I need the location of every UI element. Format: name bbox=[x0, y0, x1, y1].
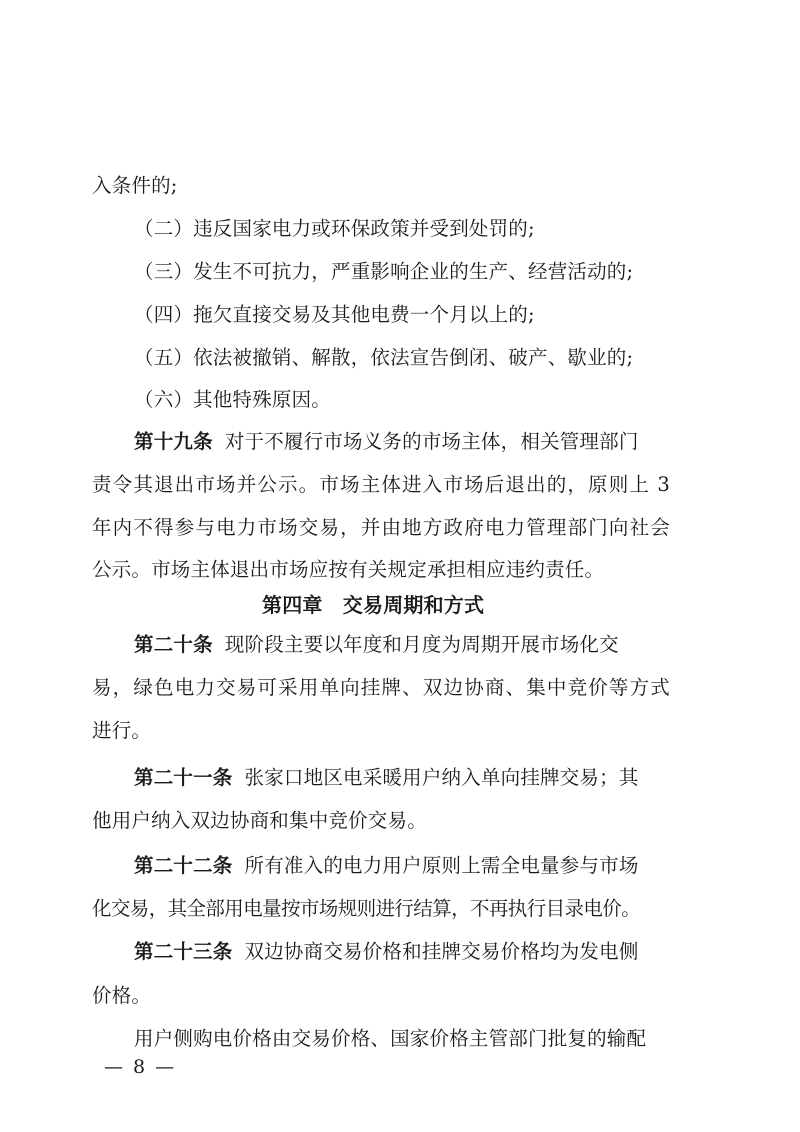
article-22-text: 所有准入的电力用户原则上需全电量参与市场 bbox=[244, 854, 639, 877]
paragraph-last-line: 用户侧购电价格由交易价格、国家价格主管部门批复的输配 bbox=[134, 1027, 647, 1050]
article-22-first-line bbox=[134, 851, 639, 881]
article-20-text: 现阶段主要以年度和月度为周期开展市场化交 bbox=[224, 633, 619, 656]
list-item-5: （五）依法被撤销、解散，依法宣告倒闭、破产、歇业的; bbox=[134, 346, 634, 369]
list-item-2: （二）违反国家电力或环保政策并受到处罚的; bbox=[134, 217, 535, 240]
article-19-label: 第十九条 bbox=[134, 430, 213, 453]
article-22-line-2: 化交易，其全部用电量按市场规则进行结算，不再执行目录电价。 bbox=[92, 897, 641, 920]
article-19-first-line bbox=[134, 427, 639, 457]
article-22-label: 第二十二条 bbox=[134, 854, 233, 877]
article-19-text: 对于不履行市场义务的市场主体，相关管理部门 bbox=[224, 430, 639, 453]
chapter-heading: 第四章 交易周期和方式 bbox=[262, 593, 485, 617]
article-19-line-2: 责令其退出市场并公示。市场主体进入市场后退出的，原则上 3 bbox=[92, 473, 670, 496]
article-21-label: 第二十一条 bbox=[134, 766, 233, 789]
article-23-label: 第二十三条 bbox=[134, 940, 233, 963]
article-20-line-3: 进行。 bbox=[92, 719, 152, 742]
text-line-1: 入条件的; bbox=[92, 174, 178, 197]
list-item-4: （四）拖欠直接交易及其他电费一个月以上的; bbox=[134, 303, 535, 326]
page-number: — 8 — bbox=[104, 1056, 177, 1078]
list-item-3: （三）发生不可抗力，严重影响企业的生产、经营活动的; bbox=[134, 260, 634, 283]
article-21-text: 张家口地区电采暖用户纳入单向挂牌交易；其 bbox=[244, 766, 639, 789]
list-item-6: （六）其他特殊原因。 bbox=[134, 388, 332, 411]
article-23-first-line bbox=[134, 937, 639, 967]
article-23-line-2: 价格。 bbox=[92, 984, 152, 1007]
article-21-line-2: 他用户纳入双边协商和集中竞价交易。 bbox=[92, 809, 427, 832]
article-19-line-4: 公示。市场主体退出市场应按有关规定承担相应违约责任。 bbox=[92, 558, 605, 581]
article-20-first-line bbox=[134, 630, 619, 660]
article-21-first-line bbox=[134, 763, 639, 793]
article-20-line-2: 易，绿色电力交易可采用单向挂牌、双边协商、集中竞价等方式 bbox=[92, 676, 670, 699]
article-23-text: 双边协商交易价格和挂牌交易价格均为发电侧 bbox=[244, 940, 639, 963]
article-19-line-3: 年内不得参与电力市场交易，并由地方政府电力管理部门向社会 bbox=[92, 516, 670, 539]
article-20-label: 第二十条 bbox=[134, 633, 213, 656]
